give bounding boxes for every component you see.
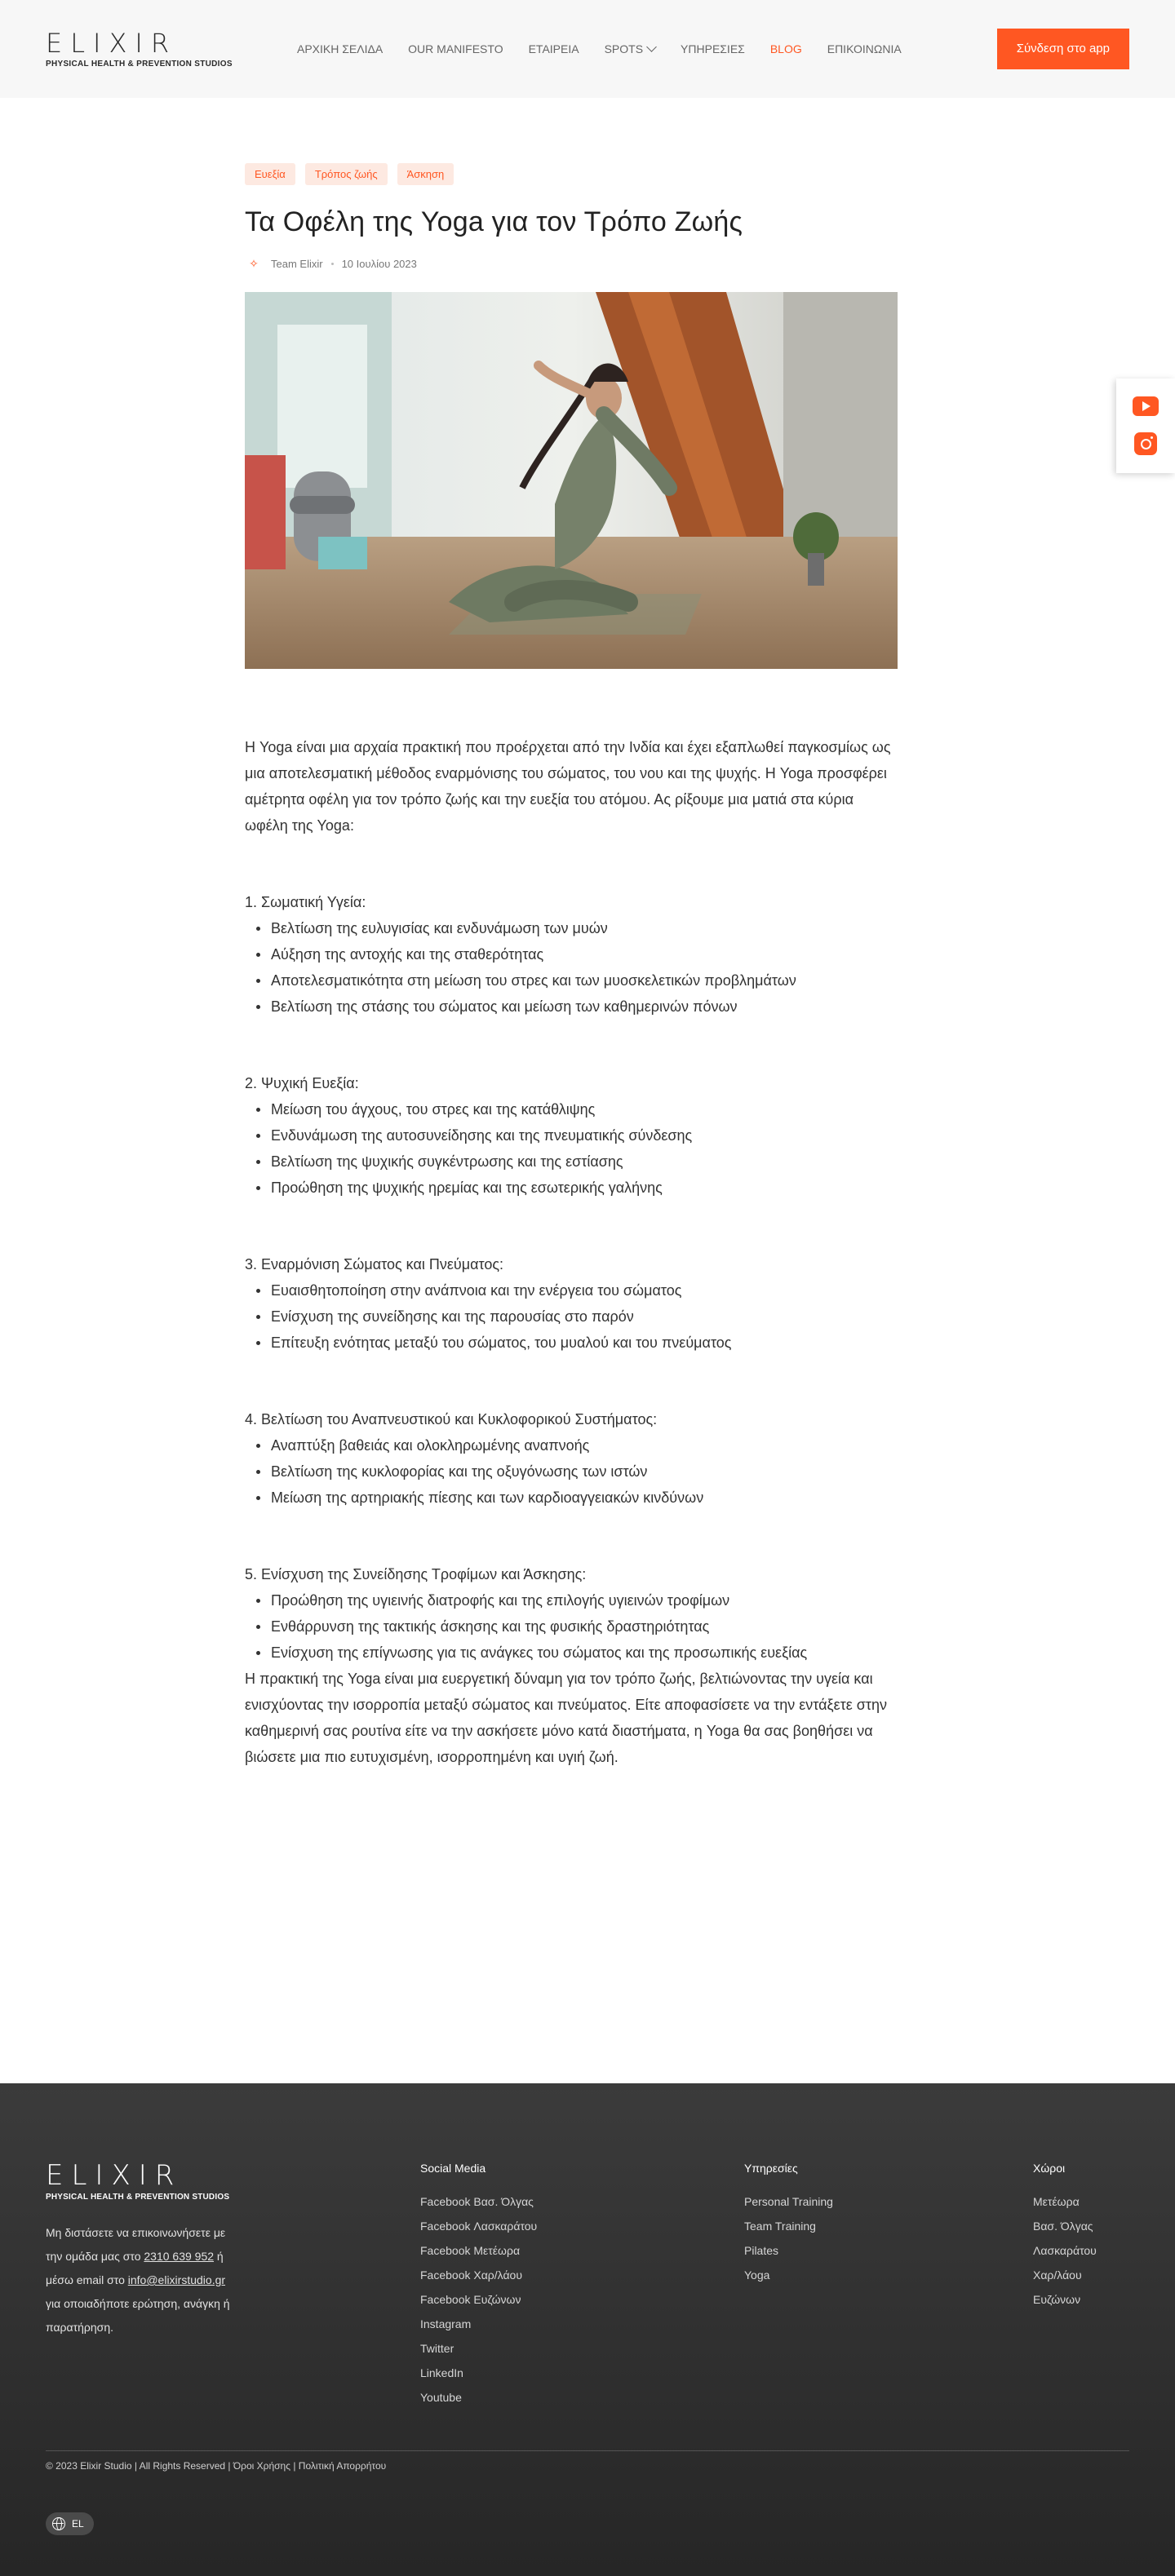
section-heading: 4. Βελτίωση του Αναπνευστικού και Κυκλοφορικού Συστήματος:: [245, 1411, 658, 1427]
section-heading: 1. Σωματική Υγεία:: [245, 894, 366, 910]
footer-link-pilates[interactable]: Pilates: [744, 2244, 779, 2257]
language-label: EL: [72, 2518, 84, 2530]
post-author: Team Elixir: [271, 257, 323, 270]
tag-wellness[interactable]: Ευεξία: [245, 163, 295, 185]
benefit-section: [245, 1070, 898, 1201]
list-item: Αποτελεσματικότητα στη μείωση του στρες και των μυοσκελετικών προβλημάτων: [245, 967, 898, 994]
instagram-icon[interactable]: [1134, 432, 1157, 455]
footer-social-heading: Social Media: [420, 2162, 486, 2175]
language-switcher[interactable]: [46, 2512, 94, 2535]
footer-link-olgas[interactable]: Βασ. Όλγας: [1033, 2220, 1093, 2233]
footer-spaces-column: [1033, 2162, 1097, 2312]
list-item: Βελτίωση της ψυχικής συγκέντρωσης και της εστίασης: [245, 1149, 898, 1175]
site-header: [0, 0, 1175, 98]
list-item: Προώθηση της υγιεινής διατροφής και της επιλογής υγιεινών τροφίμων: [245, 1587, 898, 1613]
author-avatar-icon: ✧: [249, 256, 259, 270]
list-item: Ενθάρρυνση της τακτικής άσκησης και της φυσικής δραστηριότητας: [245, 1613, 898, 1640]
footer-link-team-training[interactable]: Team Training: [744, 2220, 816, 2233]
benefit-section: [245, 889, 898, 1020]
footer-link-twitter[interactable]: Twitter: [420, 2342, 454, 2355]
list-item: Αύξηση της αντοχής και της σταθερότητας: [245, 941, 898, 967]
nav-item-spots-label: SPOTS: [604, 42, 644, 55]
site-footer: [0, 2083, 1175, 2576]
section-heading: 5. Ενίσχυση της Συνείδησης Τροφίμων και Άσκησης:: [245, 1566, 587, 1582]
footer-logo-word: ELIXIR: [46, 2159, 183, 2192]
footer-services-column: [744, 2162, 833, 2287]
list-item: Ενδυνάμωση της αυτοσυνείδησης και της πνευματικής σύνδεσης: [245, 1122, 898, 1149]
phone-link[interactable]: 2310 639 952: [144, 2250, 215, 2263]
list-item: Μείωση του άγχους, του στρες και της κατάθλιψης: [245, 1096, 898, 1122]
logo-tagline: PHYSICAL HEALTH & PREVENTION STUDIOS: [46, 59, 233, 69]
list-item: Αναπτύξη βαθειάς και ολοκληρωμένης αναπνοής: [245, 1432, 898, 1458]
logo-wordmark: [46, 27, 217, 59]
list-item: Βελτίωση της στάσης του σώματος και μείωση των καθημερινών πόνων: [245, 994, 898, 1020]
list-item: Ενίσχυση της συνείδησης και της παρουσίας στο παρόν: [245, 1303, 898, 1330]
footer-link-meteora[interactable]: Μετέωρα: [1033, 2195, 1080, 2208]
footer-contact-text: [46, 2221, 242, 2339]
globe-icon: [52, 2517, 65, 2530]
footer-link-instagram[interactable]: Instagram: [420, 2317, 472, 2330]
contact-text-post: για οποιαδήποτε ερώτηση, ανάγκη ή παρατήρηση.: [46, 2297, 230, 2334]
meta-separator: [331, 263, 334, 265]
nav-item-services[interactable]: ΥΠΗΡΕΣΙΕΣ: [681, 42, 745, 55]
list-item: Βελτίωση της ευλυγισίας και ενδυνάμωση των μυών: [245, 915, 898, 941]
footer-link-evzonon[interactable]: Ευζώνων: [1033, 2293, 1081, 2306]
post-meta: [245, 255, 898, 272]
footer-brand: [46, 2159, 242, 2339]
benefit-section: [245, 1561, 898, 1666]
footer-spaces-heading: Χώροι: [1033, 2162, 1066, 2175]
main-nav: [297, 42, 902, 55]
bullet-list: [245, 915, 898, 1020]
benefit-section: [245, 1406, 898, 1511]
footer-link-facebook-olgas[interactable]: Facebook Βασ. Όλγας: [420, 2195, 534, 2208]
footer-logo-tagline: PHYSICAL HEALTH & PREVENTION STUDIOS: [46, 2193, 230, 2202]
list-item: Ευαισθητοποίηση στην ανάπνοια και την ενέργεια του σώματος: [245, 1277, 898, 1303]
footer-link-youtube[interactable]: Youtube: [420, 2391, 462, 2404]
closing-paragraph: Η πρακτική της Yoga είναι μια ευεργετική δύναμη για τον τρόπο ζωής, βελτιώνοντας την υγεία και ενισχύοντας την ισορροπία μεταξύ σώματος και πνεύματος. Είτε αποφασίσετε να την εντάξετε στην καθημερινή σας ρουτίνα είτε να την ασκήσετε μόνο κατά διαστήματα, η Yoga θα σας βοηθήσει να βιώσετε μια πιο ευτυχισμένη, ισορροπημένη και υγιή ζωή.: [245, 1671, 887, 1765]
yoga-illustration: [245, 292, 898, 669]
footer-copyright: © 2023 Elixir Studio | All Rights Reserved | Όροι Χρήσης | Πολιτική Απορρήτου: [46, 2460, 387, 2472]
logo[interactable]: [46, 27, 233, 69]
post-title: Τα Οφέλη της Yoga για τον Τρόπο Ζωής: [245, 206, 743, 237]
footer-link-laskaratou[interactable]: Λασκαράτου: [1033, 2244, 1097, 2257]
bullet-list: [245, 1587, 898, 1666]
footer-link-facebook-evzonon[interactable]: Facebook Ευζώνων: [420, 2293, 521, 2306]
benefit-section: [245, 1251, 898, 1356]
youtube-icon[interactable]: [1133, 396, 1159, 416]
nav-item-contact[interactable]: ΕΠΙΚΟΙΝΩΝΙΑ: [827, 42, 902, 55]
section-heading: 3. Εναρμόνιση Σώματος και Πνεύματος:: [245, 1256, 504, 1273]
footer-link-facebook-meteora[interactable]: Facebook Μετέωρα: [420, 2244, 521, 2257]
bullet-list: [245, 1432, 898, 1511]
chevron-down-icon: [646, 42, 657, 52]
list-item: Μείωση της αρτηριακής πίεσης και των καρδιοαγγειακών κινδύνων: [245, 1485, 898, 1511]
footer-social-column: [420, 2162, 537, 2410]
footer-services-heading: Υπηρεσίες: [744, 2162, 798, 2175]
footer-divider: [46, 2450, 1129, 2451]
logo-word: ELIXIR: [46, 27, 178, 59]
footer-link-facebook-charilaou[interactable]: Facebook Χαρ/λάου: [420, 2268, 522, 2282]
contact-text-pre: Μη διστάσετε να επικοινωνήσετε με την ομάδα μας στο: [46, 2226, 226, 2263]
app-login-button[interactable]: Σύνδεση στο app: [997, 29, 1129, 69]
list-item: Επίτευξη ενότητας μεταξύ του σώματος, του μυαλού και του πνεύματος: [245, 1330, 898, 1356]
nav-item-spots[interactable]: [605, 42, 655, 55]
tag-exercise[interactable]: Άσκηση: [397, 163, 454, 185]
nav-item-company[interactable]: ΕΤΑΙΡΕΙΑ: [528, 42, 579, 55]
footer-link-yoga[interactable]: Yoga: [744, 2268, 770, 2282]
footer-link-personal-training[interactable]: Personal Training: [744, 2195, 833, 2208]
email-link[interactable]: info@elixirstudio.gr: [127, 2273, 226, 2286]
list-item: Προώθηση της ψυχικής ηρεμίας και της εσωτερικής γαλήνης: [245, 1175, 898, 1201]
footer-logo[interactable]: [46, 2159, 242, 2192]
bullet-list: [245, 1277, 898, 1356]
list-item: Ενίσχυση της επίγνωσης για τις ανάγκες του σώματος και της προσωπικής ευεξίας: [245, 1640, 898, 1666]
tag-list: [245, 163, 898, 185]
footer-link-facebook-laskaratou[interactable]: Facebook Λασκαράτου: [420, 2220, 538, 2233]
nav-item-manifesto[interactable]: OUR MANIFESTO: [408, 42, 503, 55]
section-heading: 2. Ψυχική Ευεξία:: [245, 1075, 359, 1091]
contact-text-mid: ή μέσω email στο: [46, 2250, 224, 2286]
nav-item-blog[interactable]: BLOG: [769, 42, 802, 55]
tag-lifestyle[interactable]: Τρόπος ζωής: [305, 163, 388, 185]
intro-paragraph: Η Yoga είναι μια αρχαία πρακτική που προέρχεται από την Ινδία και έχει εξαπλωθεί παγκοσμίως ως μια αποτελεσματική μέθοδος εναρμόνισης του σώματος, του νου και της ψυχής. Η Yoga προσφέρει αμέτρητα οφέλη για τον τρόπο ζωής και την ευεξία του ατόμου. Ας ρίξουμε μια ματιά στα κύρια ωφέλη της Yoga:: [245, 739, 891, 834]
footer-link-charilaou[interactable]: Χαρ/λάου: [1033, 2268, 1082, 2282]
hero-image: [245, 292, 898, 669]
article-body: [245, 734, 898, 1770]
list-item: Βελτίωση της κυκλοφορίας και της οξυγόνωσης των ιστών: [245, 1458, 898, 1485]
article: [245, 163, 898, 1770]
side-social-bar: [1116, 378, 1175, 473]
bullet-list: [245, 1096, 898, 1201]
footer-link-linkedin[interactable]: LinkedIn: [420, 2366, 463, 2379]
post-date: 10 Ιουλίου 2023: [341, 257, 417, 270]
nav-item-home[interactable]: ΑΡΧΙΚΗ ΣΕΛΙΔΑ: [297, 42, 384, 55]
